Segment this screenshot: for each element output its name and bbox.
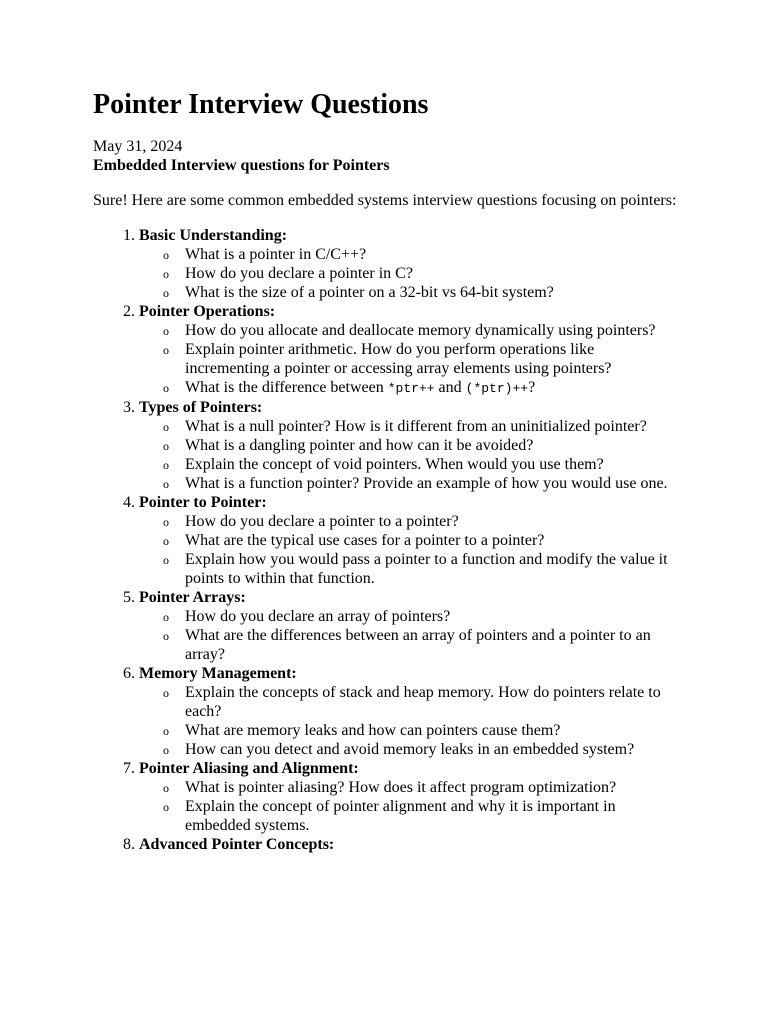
question-item: o Explain the concepts of stack and heap memory. How do pointers relate to each? xyxy=(185,683,678,721)
question-item: o What is a pointer in C/C++? xyxy=(185,245,678,264)
intro-paragraph: Sure! Here are some common embedded systems interview questions focusing on pointers: xyxy=(93,192,677,209)
code-deref-increment: (*ptr)++ xyxy=(465,381,529,396)
question-item: o Explain the concept of pointer alignment and why it is important in embedded systems. xyxy=(185,797,678,835)
question-item: o What is the size of a pointer on a 32-bit vs 64-bit system? xyxy=(185,283,678,302)
section-title: Pointer Operations: xyxy=(139,303,276,320)
question-text-suffix: ? xyxy=(528,379,536,396)
page-title: Pointer Interview Questions xyxy=(93,89,429,120)
question-item: o Explain how you would pass a pointer to a function and modify the value it points to within that function. xyxy=(185,550,678,588)
section-item xyxy=(139,398,678,493)
section-title: Pointer to Pointer: xyxy=(139,494,267,511)
question-list xyxy=(139,245,678,302)
question-item: o How can you detect and avoid memory leaks in an embedded system? xyxy=(185,740,678,759)
question-item: o How do you declare a pointer in C? xyxy=(185,264,678,283)
question-text-prefix: What is the difference between xyxy=(185,379,388,396)
question-list xyxy=(139,417,678,493)
section-title: Types of Pointers: xyxy=(139,399,263,416)
question-list xyxy=(139,607,678,664)
post-date: May 31, 2024 xyxy=(93,138,183,155)
question-item: o What is a dangling pointer and how can it be avoided? xyxy=(185,436,678,455)
section-item xyxy=(139,302,678,398)
section-item xyxy=(139,226,678,302)
question-item: o What are the differences between an array of pointers and a pointer to an array? xyxy=(185,626,678,664)
section-item xyxy=(139,588,678,664)
question-item: o Explain pointer arithmetic. How do you perform operations like incrementing a pointer or accessing array elements using pointers? xyxy=(185,340,678,378)
question-text-middle: and xyxy=(434,379,466,396)
question-item: o How do you allocate and deallocate memory dynamically using pointers? xyxy=(185,321,678,340)
section-title: Advanced Pointer Concepts: xyxy=(139,836,335,853)
question-list xyxy=(139,512,678,588)
section-title: Pointer Aliasing and Alignment: xyxy=(139,760,359,777)
section-item xyxy=(139,493,678,588)
question-item: o How do you declare a pointer to a pointer? xyxy=(185,512,678,531)
question-item: o What is pointer aliasing? How does it affect program optimization? xyxy=(185,778,678,797)
question-item: o What is a null pointer? How is it different from an uninitialized pointer? xyxy=(185,417,678,436)
section-title: Pointer Arrays: xyxy=(139,589,246,606)
question-item: o What are the typical use cases for a pointer to a pointer? xyxy=(185,531,678,550)
question-item: o Explain the concept of void pointers. When would you use them? xyxy=(185,455,678,474)
code-post-increment: *ptr++ xyxy=(387,381,435,396)
question-item: o What is a function pointer? Provide an example of how you would use one. xyxy=(185,474,678,493)
section-item xyxy=(139,759,678,835)
question-sections-list xyxy=(93,226,678,854)
question-list xyxy=(139,683,678,759)
section-title: Memory Management: xyxy=(139,665,297,682)
section-item xyxy=(139,835,678,854)
question-item: o How do you declare an array of pointers? xyxy=(185,607,678,626)
section-title: Basic Understanding: xyxy=(139,227,288,244)
question-item xyxy=(185,378,678,398)
post-subtitle: Embedded Interview questions for Pointers xyxy=(93,157,390,174)
question-item: o What are memory leaks and how can pointers cause them? xyxy=(185,721,678,740)
question-list xyxy=(139,778,678,835)
document-page xyxy=(93,86,678,854)
section-item xyxy=(139,664,678,759)
question-list xyxy=(139,321,678,398)
